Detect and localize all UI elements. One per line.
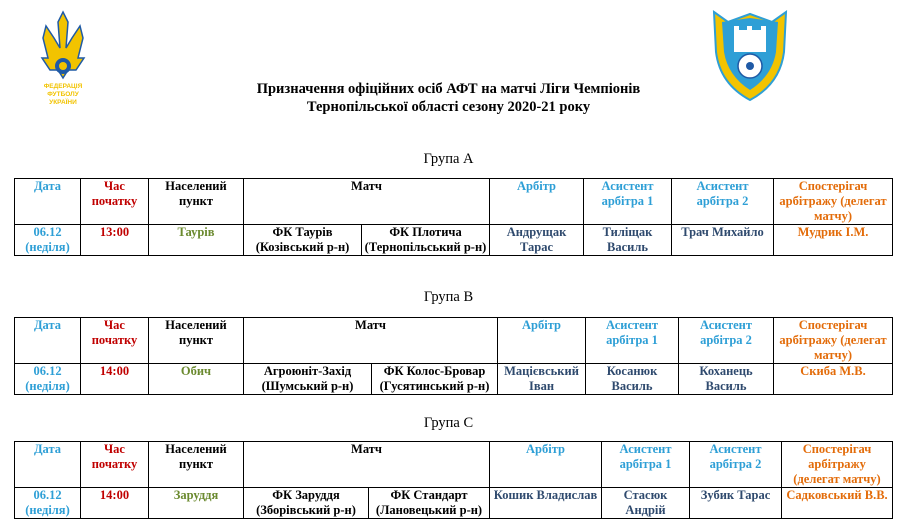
date-cell: 06.12 (неділя) bbox=[15, 225, 81, 256]
place-cell: Обич bbox=[149, 364, 244, 395]
column-time: Час початку bbox=[81, 442, 149, 488]
away-team-cell: ФК Колос-Бровар (Гусятинський р-н) bbox=[372, 364, 498, 395]
assistant1-cell: Стасюк Андрій bbox=[602, 488, 690, 519]
time-cell: 13:00 bbox=[81, 225, 149, 256]
table-row bbox=[15, 488, 893, 519]
date-cell: 06.12 (неділя) bbox=[15, 488, 81, 519]
column-date: Дата bbox=[15, 442, 81, 488]
home-team-cell: Агроюніт-Захід (Шумський р-н) bbox=[244, 364, 372, 395]
column-assistant1: Асистент арбітра 1 bbox=[584, 179, 672, 225]
column-place: Населений пункт bbox=[149, 179, 244, 225]
assistant2-cell: Коханець Василь bbox=[679, 364, 774, 395]
column-place: Населений пункт bbox=[149, 318, 244, 364]
column-referee: Арбітр bbox=[490, 179, 584, 225]
group-b-title: Група В bbox=[423, 289, 474, 305]
svg-text:УКРАЇНИ: УКРАЇНИ bbox=[49, 99, 77, 106]
referee-cell: Мацієвський Іван bbox=[498, 364, 586, 395]
column-time: Час початку bbox=[81, 179, 149, 225]
place-cell: Заруддя bbox=[149, 488, 244, 519]
column-assistant1: Асистент арбітра 1 bbox=[586, 318, 679, 364]
assistant1-cell: Косанюк Василь bbox=[586, 364, 679, 395]
svg-text:ФЕДЕРАЦІЯ: ФЕДЕРАЦІЯ bbox=[43, 83, 83, 90]
place-cell: Таурів bbox=[149, 225, 244, 256]
column-date: Дата bbox=[15, 318, 81, 364]
document-title: Призначення офіційних осіб АФТ на матчі Ліги Чемпіонів bbox=[256, 81, 641, 97]
column-observer: Спостерігач арбітражу (делегат матчу) bbox=[774, 318, 893, 364]
column-time: Час початку bbox=[81, 318, 149, 364]
table-row bbox=[15, 364, 893, 395]
column-date: Дата bbox=[15, 179, 81, 225]
observer-cell: Садковський В.В. bbox=[782, 488, 893, 519]
assistant2-cell: Зубик Тарас bbox=[690, 488, 782, 519]
observer-cell: Скиба М.В. bbox=[774, 364, 893, 395]
table-row bbox=[15, 225, 893, 256]
assistant1-cell: Тиліщак Василь bbox=[584, 225, 672, 256]
home-team-cell: ФК Таурів (Козівський р-н) bbox=[244, 225, 362, 256]
date-cell: 06.12 (неділя) bbox=[15, 364, 81, 395]
time-cell: 14:00 bbox=[81, 364, 149, 395]
column-assistant2: Асистент арбітра 2 bbox=[672, 179, 774, 225]
column-referee: Арбітр bbox=[490, 442, 602, 488]
column-observer: Спостерігач арбітражу (делегат матчу) bbox=[782, 442, 893, 488]
observer-cell: Мудрик І.М. bbox=[774, 225, 893, 256]
column-assistant1: Асистент арбітра 1 bbox=[602, 442, 690, 488]
column-observer: Спостерігач арбітражу (делегат матчу) bbox=[774, 179, 893, 225]
referee-cell: Кошик Владислав bbox=[490, 488, 602, 519]
referee-cell: Андрущак Тарас bbox=[490, 225, 584, 256]
column-match: Матч bbox=[244, 442, 490, 488]
svg-text:ФУТБОЛУ: ФУТБОЛУ bbox=[47, 91, 79, 98]
away-team-cell: ФК Плотича (Тернопільський р-н) bbox=[362, 225, 490, 256]
column-assistant2: Асистент арбітра 2 bbox=[690, 442, 782, 488]
column-match: Матч bbox=[244, 179, 490, 225]
column-assistant2: Асистент арбітра 2 bbox=[679, 318, 774, 364]
group-c-title: Група С bbox=[423, 415, 474, 431]
document-subtitle: Тернопільської області сезону 2020-21 року bbox=[306, 99, 591, 115]
group-b-table bbox=[14, 317, 893, 395]
column-referee: Арбітр bbox=[498, 318, 586, 364]
home-team-cell: ФК Заруддя (Зборівський р-н) bbox=[244, 488, 369, 519]
away-team-cell: ФК Стандарт (Лановецький р-н) bbox=[369, 488, 490, 519]
group-a-table bbox=[14, 178, 893, 256]
time-cell: 14:00 bbox=[81, 488, 149, 519]
group-a-title: Група А bbox=[423, 151, 474, 167]
group-c-table bbox=[14, 441, 893, 519]
column-place: Населений пункт bbox=[149, 442, 244, 488]
assistant2-cell: Трач Михайло bbox=[672, 225, 774, 256]
column-match: Матч bbox=[244, 318, 498, 364]
